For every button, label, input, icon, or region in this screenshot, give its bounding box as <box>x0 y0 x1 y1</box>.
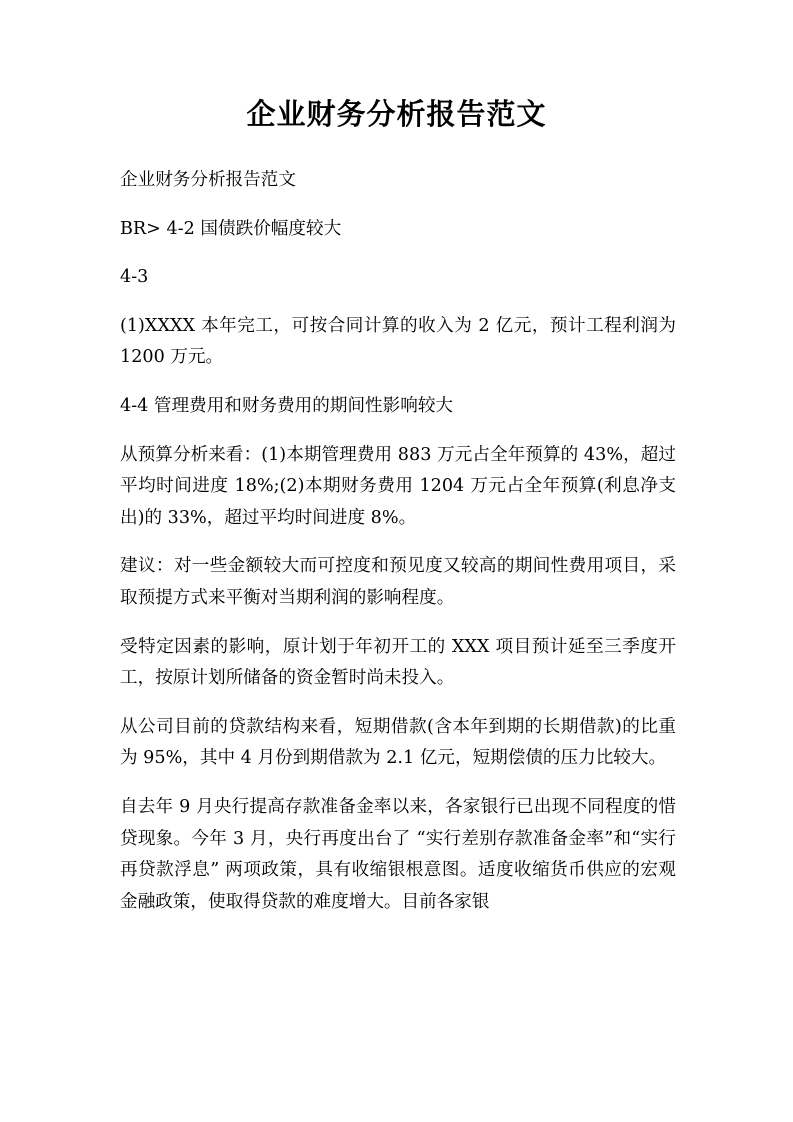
paragraph-4-2: BR> 4-2 国债跌价幅度较大 <box>120 218 342 239</box>
paragraph-subtitle: 企业财务分析报告范文 <box>120 170 296 190</box>
document-title: 企业财务分析报告范文 <box>246 97 547 131</box>
paragraph-monetary-policy: 自去年 9 月央行提高存款准备金率以来，各家银行已出现不同程度的惜贷现象。今年 3 月，央行再度出台了 “实行差别存款准备金率”和“实行再贷款浮息” 两项政策，具有收缩银根意图。适度收缩货币供应的宏观金融政策，使取得贷款的难度增大。目前各家银 <box>120 796 676 912</box>
document-body <box>120 165 676 935</box>
paragraph-budget-analysis: 从预算分析来看：(1)本期管理费用 883 万元占全年预算的 43%，超过平均时间进度 18%;(2)本期财务费用 1204 万元占全年预算(利息净支出)的 33%，超过平均时间进度 8%。 <box>120 444 676 528</box>
paragraph-4-3: 4-3 <box>120 267 149 288</box>
paragraph-4-4: 4-4 管理费用和财务费用的期间性影响较大 <box>120 395 454 416</box>
paragraph-completion-income: (1)XXXX 本年完工，可按合同计算的收入为 2 亿元，预计工程利润为 1200 万元。 <box>120 315 676 368</box>
paragraph-loan-structure: 从公司目前的贷款结构来看，短期借款(含本年到期的长期借款)的比重为 95%，其中 4 月份到期借款为 2.1 亿元，短期偿债的压力比较大。 <box>120 716 676 769</box>
paragraph-suggestion: 建议：对一些金额较大而可控度和预见度又较高的期间性费用项目，采取预提方式来平衡对当期利润的影响程度。 <box>120 556 676 608</box>
paragraph-project-delay: 受特定因素的影响，原计划于年初开工的 XXX 项目预计延至三季度开工，按原计划所储备的资金暂时尚未投入。 <box>120 636 676 689</box>
